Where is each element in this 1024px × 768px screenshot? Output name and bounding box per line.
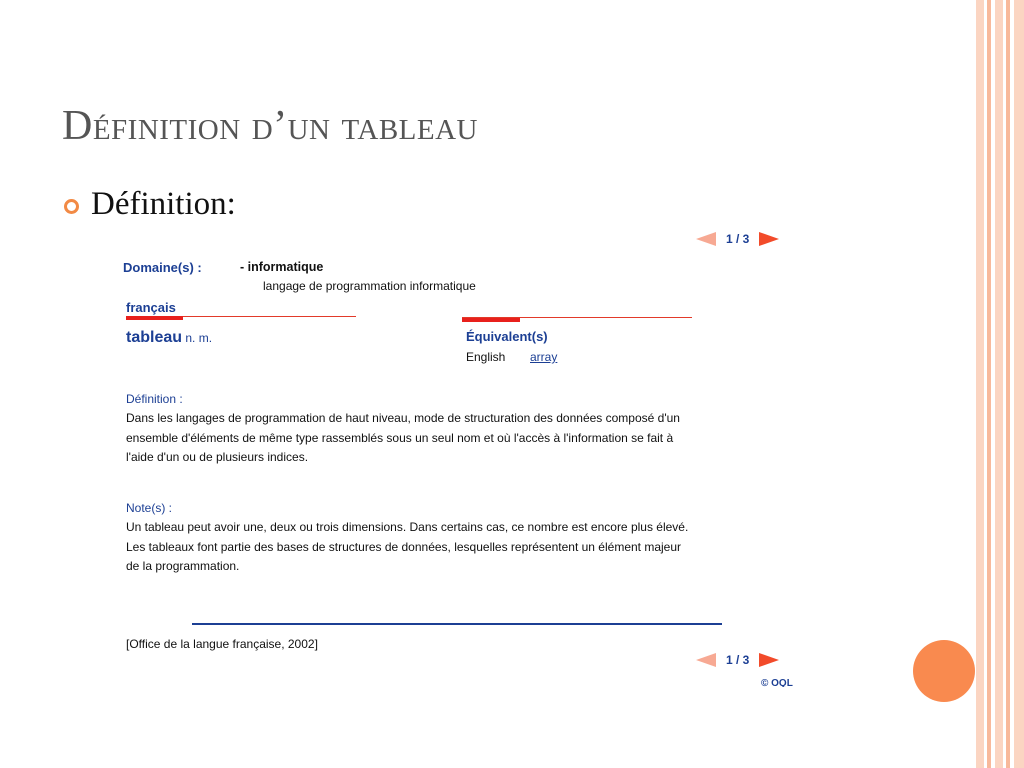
slide-title: Définition d’un tableau bbox=[62, 103, 478, 149]
definition-line: Dans les langages de programmation de haut niveau, mode de structuration des données composé d'un bbox=[126, 411, 680, 425]
language-rule-accent bbox=[126, 316, 183, 320]
equivalents-rule-accent bbox=[462, 318, 520, 322]
bullet-item bbox=[64, 186, 236, 223]
equivalent-term-link[interactable]: array bbox=[530, 350, 558, 364]
equivalents-label: Équivalent(s) bbox=[466, 329, 548, 344]
next-arrow-icon[interactable] bbox=[759, 653, 779, 667]
border-stripe bbox=[976, 0, 984, 768]
source-citation: [Office de la langue française, 2002] bbox=[126, 637, 318, 651]
definition-line: l'aide d'un ou de plusieurs indices. bbox=[126, 450, 309, 464]
domain-subvalue: langage de programmation informatique bbox=[263, 279, 476, 293]
border-stripe bbox=[987, 0, 991, 768]
page-indicator: 1 / 3 bbox=[726, 232, 750, 246]
definition-text bbox=[126, 409, 796, 468]
border-stripe bbox=[1014, 0, 1024, 768]
bullet-icon bbox=[64, 199, 79, 214]
note-line: de la programmation. bbox=[126, 559, 240, 573]
next-arrow-icon[interactable] bbox=[759, 232, 779, 246]
equivalent-language: English bbox=[466, 350, 506, 364]
note-line: Les tableaux font partie des bases de structures de données, lesquelles représentent un élément majeur bbox=[126, 539, 682, 554]
term-grammar: n. m. bbox=[185, 331, 213, 345]
dictionary-entry bbox=[118, 228, 808, 698]
notes-text bbox=[126, 518, 796, 577]
copyright-mark: © OQL bbox=[761, 678, 793, 687]
definition-line: ensemble d'éléments de même type rassemblés sous un seul nom et où l'accès à l'information se fait à bbox=[126, 430, 674, 445]
notes-label: Note(s) : bbox=[126, 501, 173, 515]
pagination-top bbox=[696, 232, 779, 246]
note-line: Un tableau peut avoir une, deux ou trois dimensions. Dans certains cas, ce nombre est encore plus élevé. bbox=[126, 520, 689, 534]
language-label: français bbox=[126, 300, 176, 315]
term-row bbox=[126, 329, 212, 347]
pagination-bottom bbox=[696, 653, 779, 667]
border-stripe bbox=[1006, 0, 1010, 768]
source-divider bbox=[192, 623, 722, 625]
decorative-circle bbox=[913, 640, 975, 702]
domain-value: - informatique bbox=[240, 260, 324, 274]
term: tableau bbox=[126, 329, 183, 346]
previous-arrow-icon[interactable] bbox=[696, 232, 716, 246]
previous-arrow-icon[interactable] bbox=[696, 653, 716, 667]
border-stripe bbox=[995, 0, 1003, 768]
domain-label: Domaine(s) : bbox=[123, 260, 202, 275]
bullet-text: Définition: bbox=[91, 186, 236, 222]
definition-label: Définition : bbox=[126, 392, 183, 406]
page-indicator: 1 / 3 bbox=[726, 653, 750, 667]
